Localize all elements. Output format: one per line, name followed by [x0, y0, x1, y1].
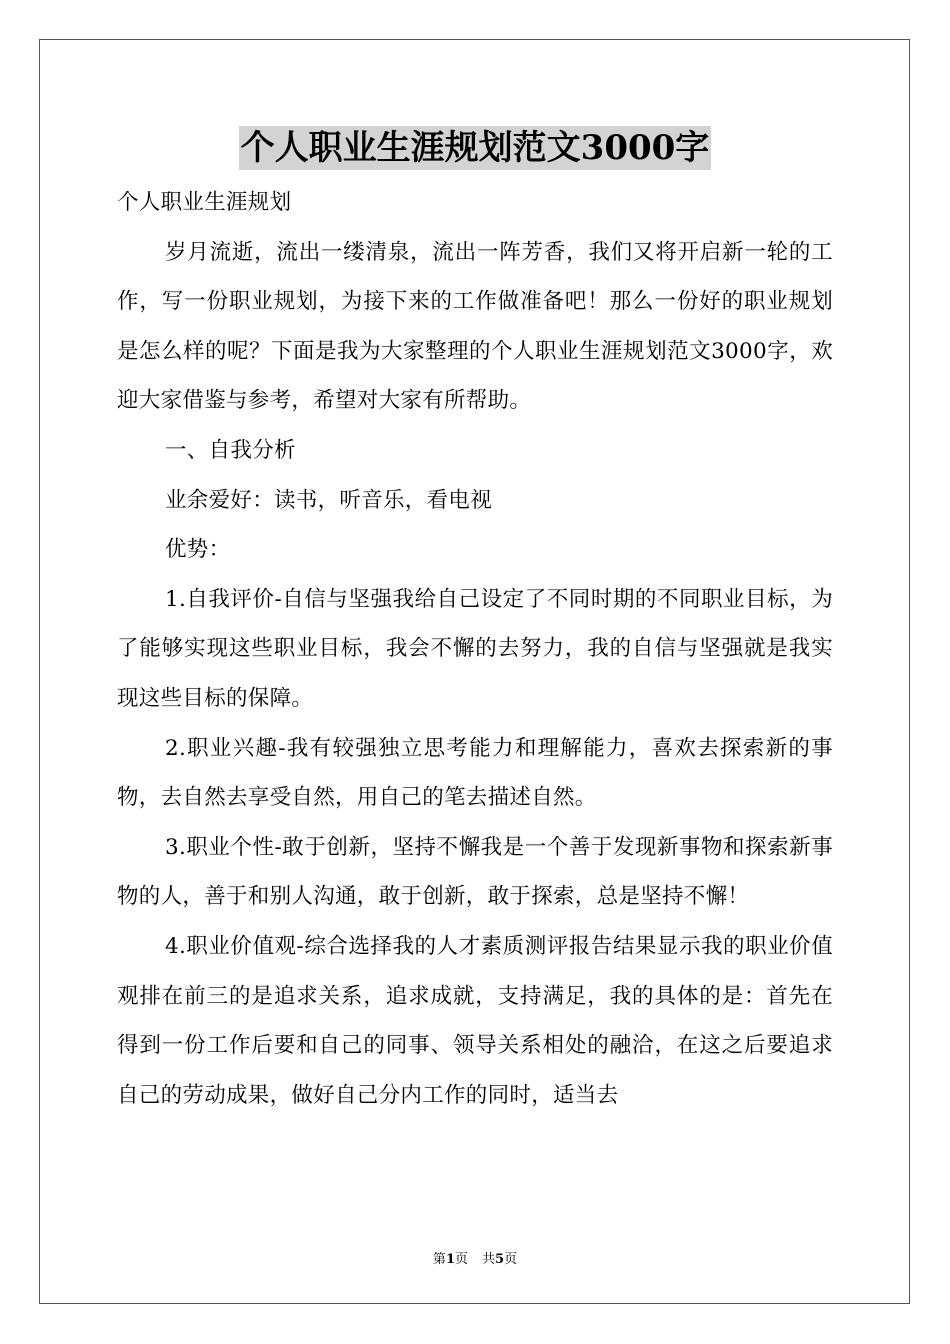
document-body — [117, 178, 833, 1120]
paragraph-intro: 岁月流逝，流出一缕清泉，流出一阵芳香，我们又将开启新一轮的工作，写一份职业规划，为接下来的工作做准备吧！那么一份好的职业规划是怎么样的呢？下面是我为大家整理的个人职业生涯规划范文3000字，欢迎大家借鉴与参考，希望对大家有所帮助。 — [117, 239, 833, 414]
paragraph-item-2: 2.职业兴趣-我有较强独立思考能力和理解能力，喜欢去探索新的事物，去自然去享受自然，用自己的笔去描述自然。 — [117, 735, 833, 811]
footer-total-suffix: 页 — [504, 1252, 518, 1267]
document-title: 个人职业生涯规划范文3000字 — [240, 128, 710, 168]
section-heading-self-analysis: 一、自我分析 — [165, 437, 296, 463]
footer-page-prefix: 第 — [432, 1252, 446, 1267]
footer-total-prefix: 共 — [482, 1252, 496, 1267]
footer-page-mid: 页 — [454, 1252, 468, 1267]
paragraph-strengths-label: 优势： — [165, 537, 231, 563]
paragraph-item-4: 4.职业价值观-综合选择我的人才素质测评报告结果显示我的职业价值观排在前三的是追求关系，追求成就，支持满足，我的具体的是：首先在得到一份工作后要和自己的同事、领导关系相处的融洽，在这之后要追求自己的劳动成果，做好自己分内工作的同时，适当去 — [117, 933, 833, 1108]
footer-page-current: 1 — [445, 1252, 455, 1267]
title-container — [0, 126, 950, 170]
page-footer — [0, 1248, 950, 1267]
paragraph-item-1: 1.自我评价-自信与坚强我给自己设定了不同时期的不同职业目标，为了能够实现这些职业目标，我会不懈的去努力，我的自信与坚强就是我实现这些目标的保障。 — [117, 586, 833, 711]
paragraph-item-3: 3.职业个性-敢于创新，坚持不懈我是一个善于发现新事物和探索新事物的人，善于和别人沟通，敢于创新，敢于探索，总是坚持不懈！ — [117, 834, 833, 910]
paragraph-hobbies: 业余爱好：读书，听音乐，看电视 — [165, 487, 493, 513]
document-subtitle: 个人职业生涯规划 — [117, 190, 292, 215]
footer-page-total: 5 — [495, 1252, 505, 1267]
